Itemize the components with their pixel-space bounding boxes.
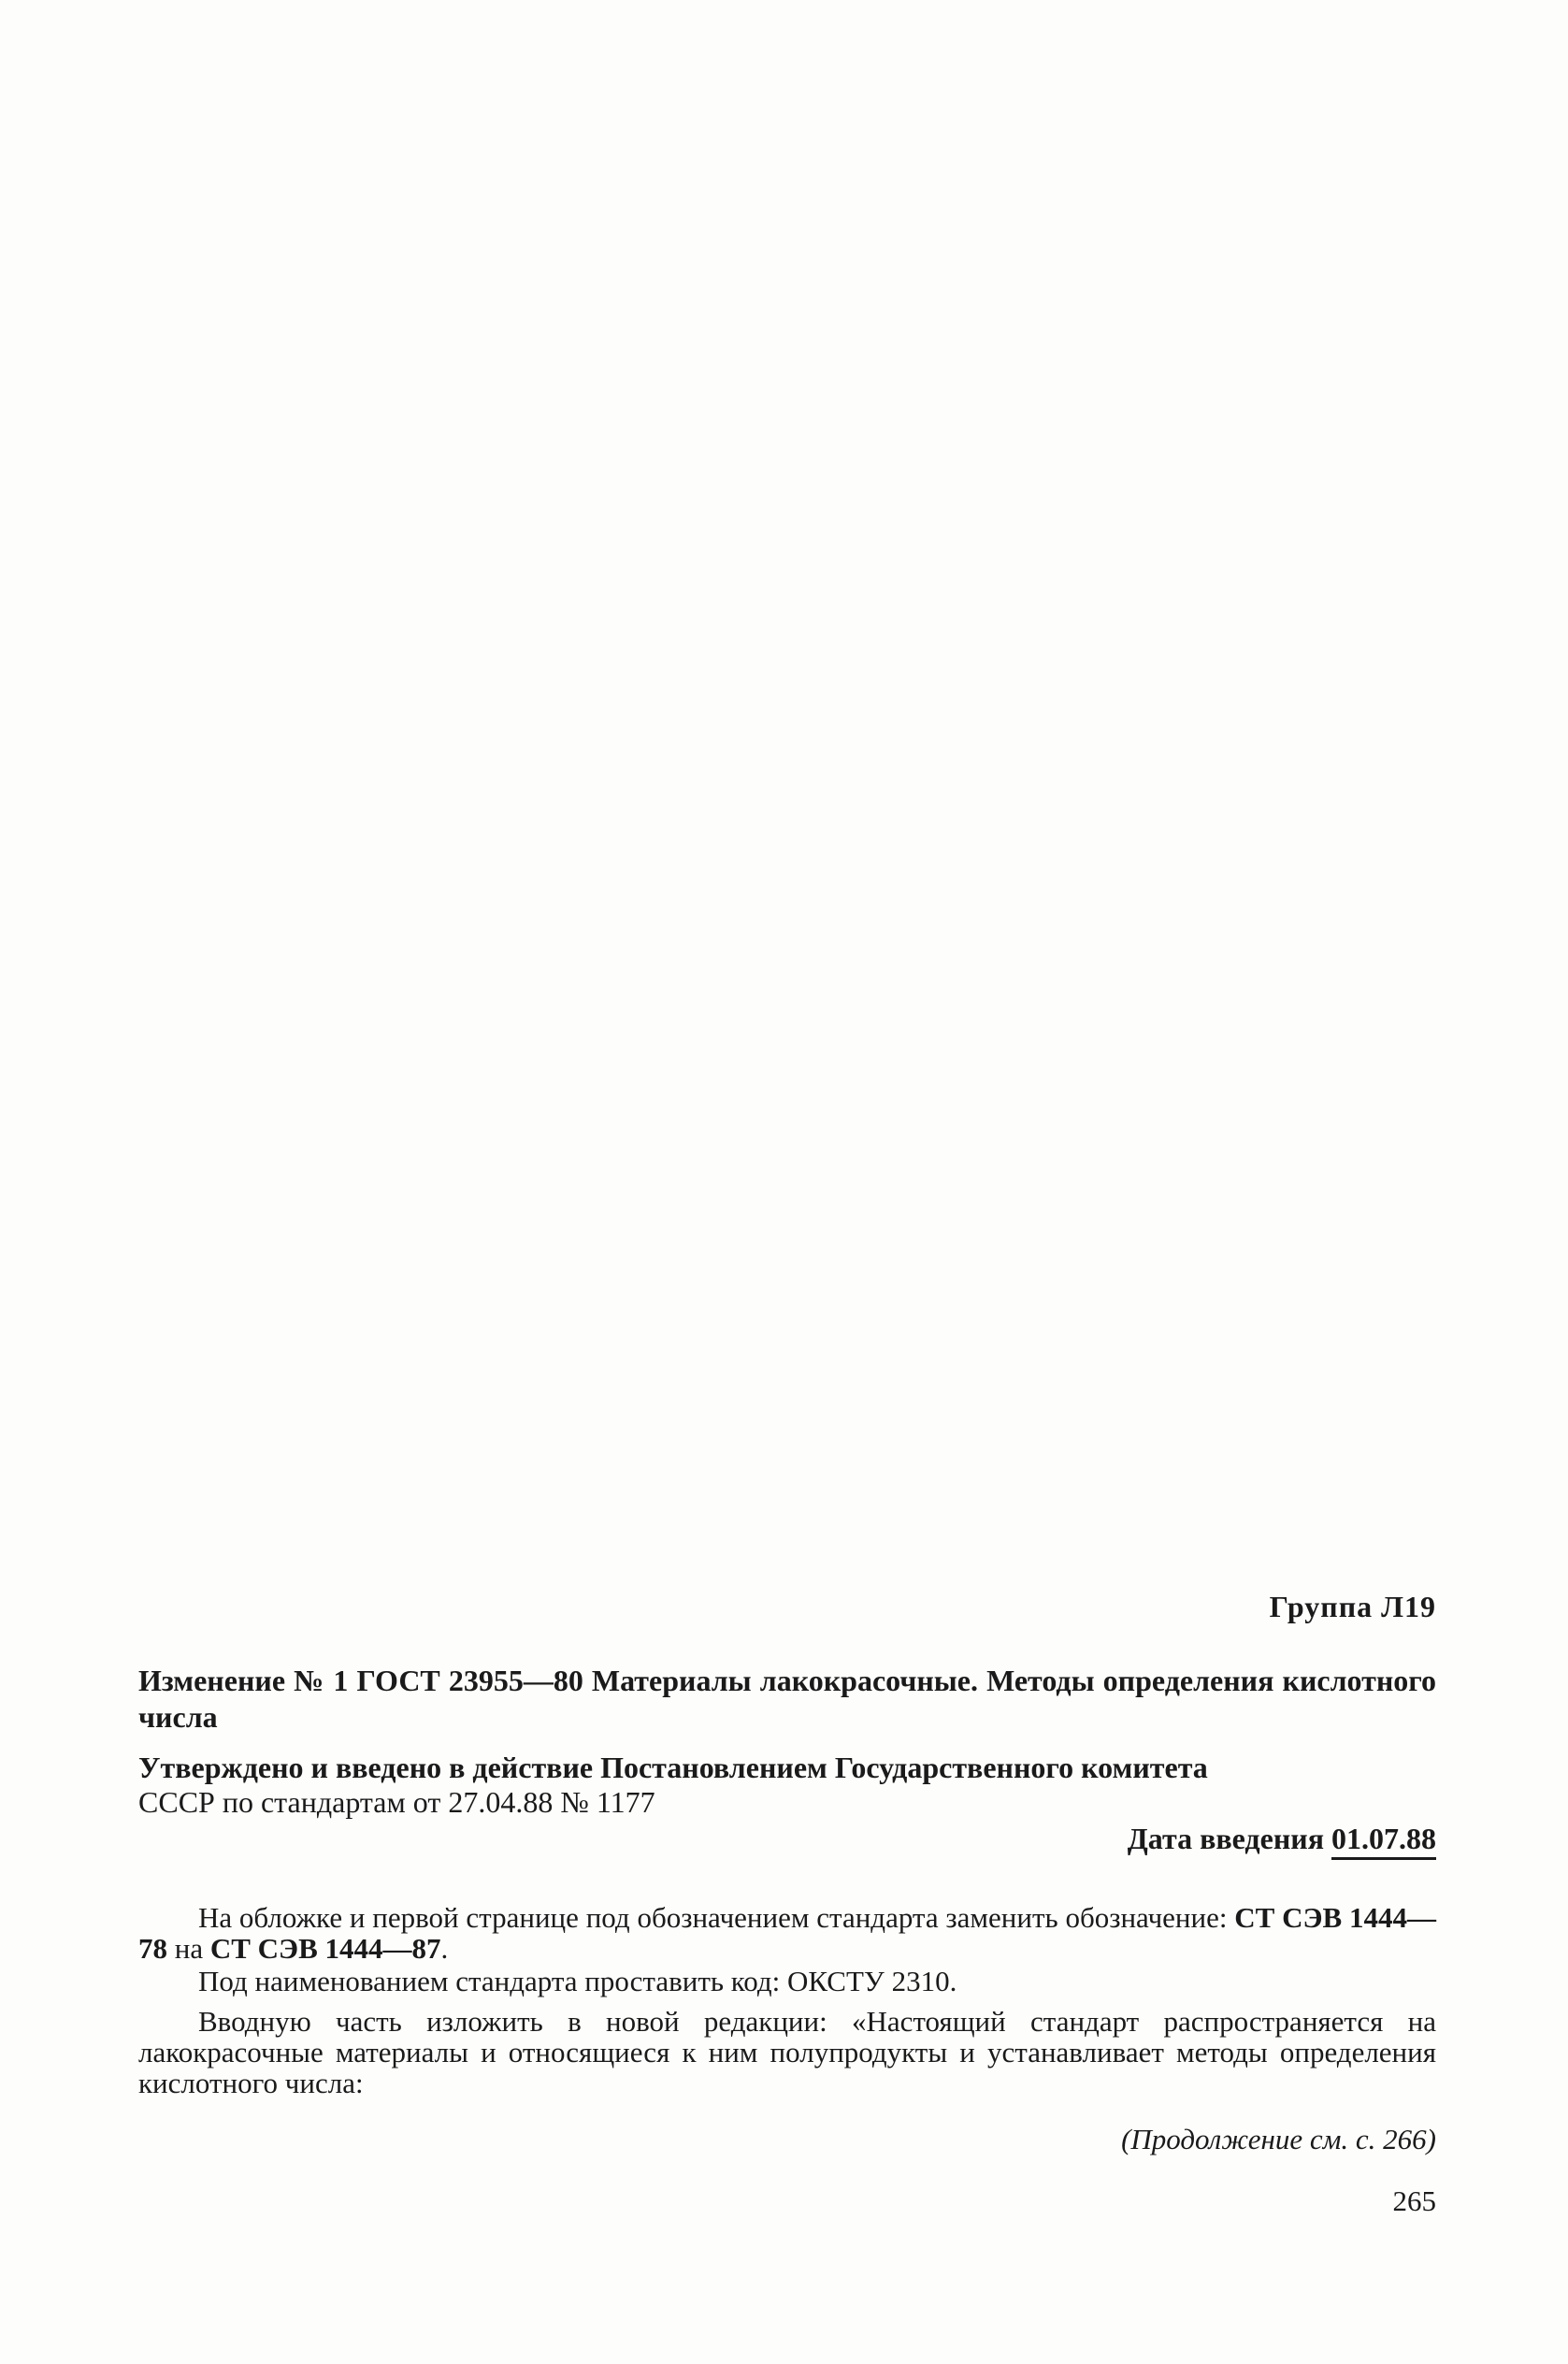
effective-date-value: 01.07.88 [1331,1822,1436,1860]
approval-statement [138,1751,1436,1820]
paragraph-1-end: . [440,1932,449,1965]
change-title: Изменение № 1 ГОСТ 23955—80 Материалы лакокрасочные. Методы определения кислотного числа [138,1664,1436,1734]
group-code: Группа Л19 [1269,1590,1436,1623]
paragraph-2: Под наименованием стандарта проставить код: ОКСТУ 2310. [198,1965,957,1997]
effective-date-label: Дата введения [1127,1822,1324,1855]
approval-text-cont: СССР по стандартам от 27.04.88 № 1177 [138,1785,655,1819]
effective-date [1128,1822,1436,1856]
old-designation: СТ СЭВ 1444—78 [138,1901,1436,1965]
continuation-note: (Продолжение см. с. 266) [1121,2123,1436,2155]
approval-text: Утверждено и введено в действие Постановлением Государственного комитета [138,1751,1208,1784]
new-designation: СТ СЭВ 1444—87 [209,1932,441,1965]
page-number: 265 [1392,2184,1436,2217]
paragraph-1 [138,1902,1436,1964]
paragraph-1-mid: на [167,1932,210,1965]
paragraph-3: Вводную часть изложить в новой редакции: «Настоящий стандарт распространяется на лакокрасочные материалы и относящиеся к ним полупродукты и устанавливает методы определения кислотного числа: [138,2005,1436,2099]
body-text [138,1902,1436,2108]
paragraph-1-text: На обложке и первой странице под обозначением стандарта заменить обозначение: [198,1901,1235,1934]
